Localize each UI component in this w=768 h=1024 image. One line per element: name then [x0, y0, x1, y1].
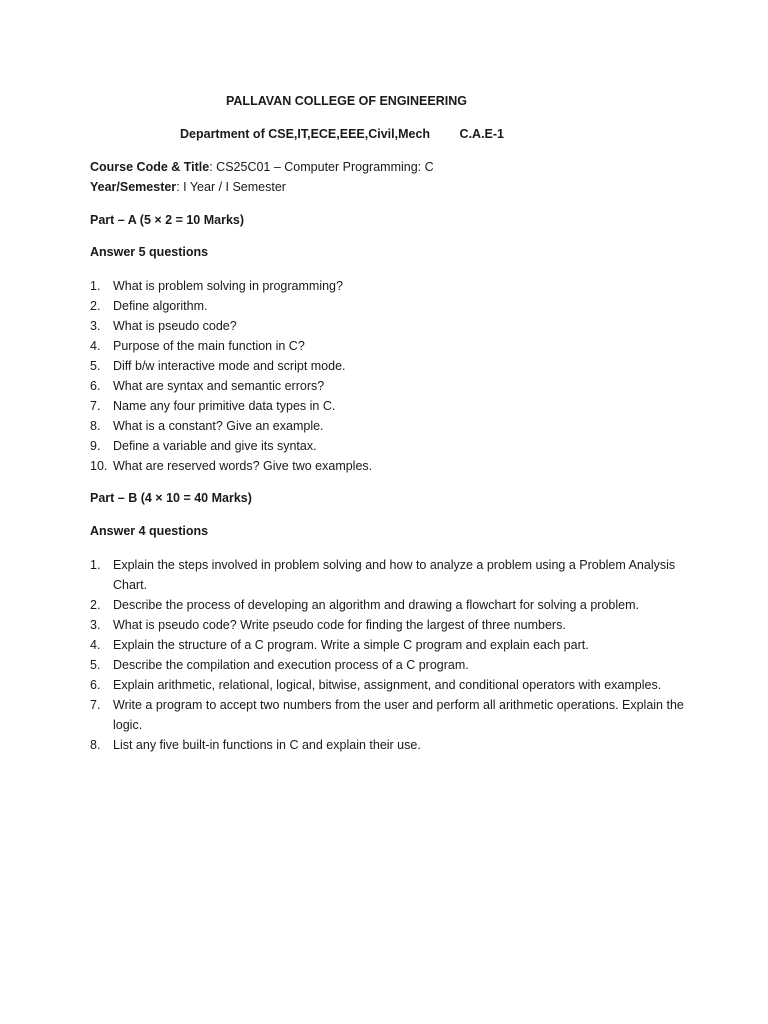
department-line	[180, 127, 504, 141]
question-item	[90, 635, 690, 655]
question-text: Define a variable and give its syntax.	[113, 439, 317, 453]
question-item	[90, 276, 690, 296]
course-info	[90, 160, 434, 174]
question-text: What is pseudo code? Write pseudo code for finding the largest of three numbers.	[113, 618, 566, 632]
question-text: Explain arithmetic, relational, logical, bitwise, assignment, and conditional operators with examples.	[113, 678, 662, 692]
question-item	[90, 456, 690, 476]
question-number: 5.	[90, 359, 101, 373]
question-number: 5.	[90, 658, 101, 672]
question-number: 7.	[90, 698, 101, 712]
question-number: 8.	[90, 419, 101, 433]
question-text: What is pseudo code?	[113, 319, 237, 333]
course-label: Course Code & Title	[90, 160, 210, 174]
question-item	[90, 675, 690, 695]
question-number: 3.	[90, 319, 101, 333]
question-number: 2.	[90, 299, 101, 313]
question-text: What is a constant? Give an example.	[113, 419, 324, 433]
part-b-instruction: Answer 4 questions	[90, 524, 209, 538]
question-text: Describe the process of developing an algorithm and drawing a flowchart for solving a problem.	[113, 598, 639, 612]
question-item	[90, 436, 690, 456]
question-text: Explain the steps involved in problem solving and how to analyze a problem using a Problem Analysis Chart.	[113, 558, 676, 592]
question-item	[90, 595, 690, 615]
question-number: 7.	[90, 399, 101, 413]
question-number: 8.	[90, 738, 101, 752]
question-text: What are syntax and semantic errors?	[113, 379, 325, 393]
question-text: Write a program to accept two numbers from the user and perform all arithmetic operations. Explain the logic.	[113, 698, 684, 732]
year-info	[90, 180, 286, 194]
question-item	[90, 356, 690, 376]
question-text: Define algorithm.	[113, 299, 208, 313]
part-a-question-list	[90, 276, 690, 476]
part-b-question-list	[90, 555, 690, 755]
college-name: PALLAVAN COLLEGE OF ENGINEERING	[226, 94, 467, 108]
question-item	[90, 316, 690, 336]
question-text: What are reserved words? Give two examples.	[113, 459, 373, 473]
question-item	[90, 655, 690, 675]
question-number: 1.	[90, 558, 101, 572]
year-label: Year/Semester	[90, 180, 177, 194]
question-number: 6.	[90, 379, 101, 393]
department-name: Department of CSE,IT,ECE,EEE,Civil,Mech	[180, 127, 431, 141]
question-number: 1.	[90, 279, 101, 293]
question-text: Purpose of the main function in C?	[113, 339, 305, 353]
question-text: Explain the structure of a C program. Write a simple C program and explain each part.	[113, 638, 589, 652]
question-item	[90, 396, 690, 416]
question-number: 6.	[90, 678, 101, 692]
question-number: 9.	[90, 439, 101, 453]
course-value: : CS25C01 – Computer Programming: C	[209, 160, 434, 174]
question-text: Describe the compilation and execution process of a C program.	[113, 658, 469, 672]
question-item	[90, 416, 690, 436]
question-text: List any five built-in functions in C and explain their use.	[113, 738, 421, 752]
question-number: 4.	[90, 638, 101, 652]
exam-code: C.A.E-1	[459, 127, 504, 141]
question-text: What is problem solving in programming?	[113, 279, 343, 293]
question-number: 2.	[90, 598, 101, 612]
question-item	[90, 615, 690, 635]
question-item	[90, 296, 690, 316]
question-item	[90, 376, 690, 396]
question-item	[90, 735, 690, 755]
question-text: Diff b/w interactive mode and script mode.	[113, 359, 346, 373]
part-a-instruction: Answer 5 questions	[90, 245, 209, 259]
part-a-title: Part – A (5 × 2 = 10 Marks)	[90, 213, 245, 227]
question-number: 3.	[90, 618, 101, 632]
question-item	[90, 695, 690, 735]
question-text: Name any four primitive data types in C.	[113, 399, 336, 413]
question-number: 10.	[90, 459, 108, 473]
question-item	[90, 555, 690, 595]
year-value: : I Year / I Semester	[176, 180, 286, 194]
part-b-title: Part – B (4 × 10 = 40 Marks)	[90, 491, 252, 505]
question-number: 4.	[90, 339, 101, 353]
question-item	[90, 336, 690, 356]
